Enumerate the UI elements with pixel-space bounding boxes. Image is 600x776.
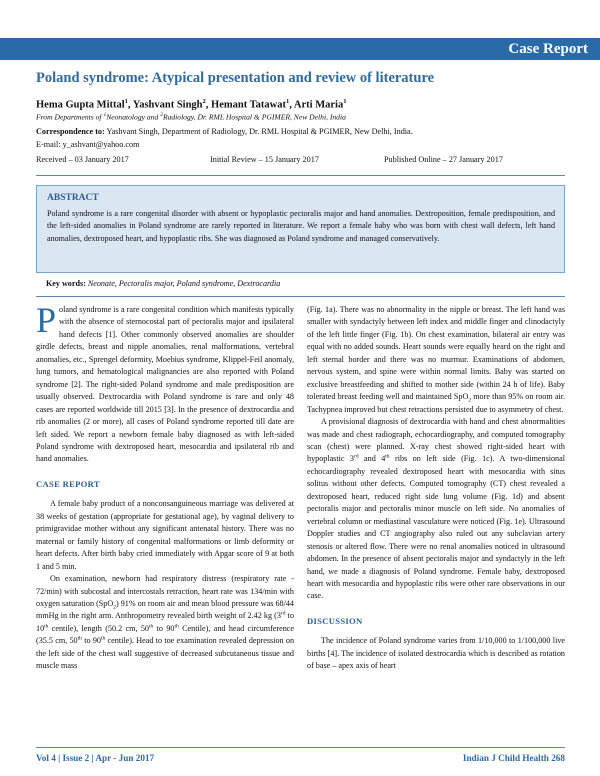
- author-affil-mark: 1: [124, 98, 128, 105]
- text-run: ribs on left side (Fig. 1c). A two-dimensional echocardiography revealed dextroposed heart with mesocardia with situs solitus without other defects. Computed tomography (CT) chest revealed a dextroposed heart, reduced right side lung volume (Fig. 1d) and absent pectoralis major and pectoralis minor muscle on left side. No anomalies of vertebral column or mediastinal vasculature were noticed (Fig. 1e). Ultrasound Doppler studies and CT angiography also ruled out any subclavian artery stenosis or altered flow. There were no renal anomalies noticed in ultrasound abdomen. In the presence of absent pectoralis major and syndactyly in the left hand, we made a diagnosis of Poland syndrome. Female baby, dextroposed heart with mesocardia and hypoplastic ribs were other rare observations in our case.: [307, 454, 565, 601]
- subscript: 2: [468, 397, 472, 404]
- case-paragraph-1: A female baby product of a nonconsanguineous marriage was delivered at 38 weeks of gestation (appropriate for gestational age), by vaginal delivery to primigravidae mother without any significant antenatal history. There was no maternal or family history of congenital malformations or limb deformity or heart defects. After birth baby cried immediately with Apgar score of 9 at both 1 and 5 min.: [36, 499, 294, 571]
- article-title: Poland syndrome: Atypical presentation and review of literature: [36, 70, 435, 86]
- author-name: Yashvant Singh: [132, 99, 203, 111]
- text-run: Centile), and head circumference (35.5 cm, 50: [36, 623, 294, 646]
- correspondence-text: Yashvant Singh, Department of Radiology, Dr. RML Hospital & PGIMER, New Delhi, India.: [104, 127, 413, 136]
- superscript: th: [385, 453, 390, 460]
- author-affil-mark: 1: [286, 98, 290, 105]
- text-run: On examination, newborn had respiratory distress (respiratory rate - 72/min) with subcostal and intercostals retraction, heart rate was 134/min with oxygen saturation (SpO: [36, 574, 294, 608]
- case-paragraph-4: [307, 416, 565, 603]
- abstract-text: Poland syndrome is a rare congenital disorder with absent or hypoplastic pectoralis major and hand anomalies. Dextroposition, female predisposition, and the left-sided anomalies in Poland syndrome are rarely reported in literature. We report a female baby who was born with chest wall defects, left hand anomalies, dextroposed heart, and hypoplastic ribs. She was diagnosed as Poland syndrome and managed conservatively.: [47, 209, 555, 243]
- text-run: to 90: [81, 636, 101, 646]
- superscript: rd: [280, 610, 286, 617]
- text-run: centile), length (50.2 cm, 50: [48, 623, 149, 633]
- case-paragraph-2: [36, 573, 294, 673]
- affiliation-dept: Neonatology and: [106, 112, 161, 122]
- text-run: to 10: [36, 611, 295, 633]
- abstract-box: [36, 185, 565, 273]
- text-run: A provisional diagnosis of dextrocardia with hand and chest abnormalities was made and chest radiograph, echocardiography, and computed tomography scan (chest) were planned. X-ray chest showed right-sided heart with hypoplastic 3: [307, 417, 565, 464]
- author-affil-mark: 1: [343, 98, 347, 105]
- right-column: [307, 304, 565, 673]
- superscript: th: [44, 623, 49, 630]
- affiliation-prefix: From Departments of: [36, 112, 104, 122]
- text-run: centile). Head to toe examination revealed depression on the left side of the chest wall suggestive of decreased subcutaneous tissue and muscle mass: [36, 636, 295, 671]
- author-name: Hema Gupta Mittal: [36, 99, 125, 111]
- abstract-heading: ABSTRACT: [47, 193, 99, 203]
- discussion-paragraph-1: The incidence of Poland syndrome varies from 1/10,000 to 1/100,000 live births [4]. The incidence of isolated dextrocardia which is described as rotation of base – apex axis of heart: [307, 636, 565, 671]
- discussion-heading: DISCUSSION: [307, 615, 363, 626]
- correspondence-line: [36, 127, 413, 136]
- affiliation-mark: 2: [160, 112, 163, 118]
- keywords-text: Neonate, Pectoralis major, Poland syndrome, Dextrocardia: [87, 279, 281, 288]
- affiliation-line: [36, 112, 346, 122]
- journal-page: Indian J Child Health 268: [462, 753, 565, 763]
- superscript: th: [174, 623, 179, 630]
- affiliation-mark: 1: [103, 112, 107, 118]
- text-run: and 4: [358, 454, 386, 464]
- case-report-heading: CASE REPORT: [36, 478, 100, 489]
- superscript: th: [77, 635, 82, 642]
- divider: [36, 747, 565, 748]
- divider: [36, 175, 565, 176]
- text-run: to 90: [153, 623, 175, 633]
- author-list: Hema Gupta Mittal$^1$, Yashvant Singh$^2$, Hemant Tatawat$^1$, Arti Maria$^1$: [36, 98, 347, 111]
- author-name: Arti Maria: [293, 99, 344, 111]
- superscript: th: [149, 623, 154, 630]
- issue-info: Vol 4 | Issue 2 | Apr - Jun 2017: [36, 753, 155, 763]
- correspondence-label: Correspondence to:: [36, 127, 105, 136]
- author-name: Hemant Tatawat: [211, 99, 286, 111]
- keywords-line: [46, 279, 280, 288]
- email-line: E-mail: y_ashvant@yahoo.com: [36, 140, 140, 149]
- article-type-label: Case Report: [508, 41, 588, 57]
- superscript: rd: [353, 453, 359, 460]
- intro-text: oland syndrome is a rare congenital condition which manifests typically with the absence of sternocostal part of pectoralis major and ipsilateral hand defects [1]. Other commonly observed anomalies are shoulder girdle defects, breast and nipple anomalies, renal malformations, vertebral anomalies, etc., Sprengel deformity, Moebius syndrome, Klippel-Feil anomaly, lung tumors, and hematological malignancies are also reported with Poland syndrome [2]. The right-sided Poland syndrome and male predisposition are usually observed. Dextrocardia with Poland syndrome is rare and only 48 cases are reported worldwide till 2015 [3]. In the presence of dextrocardia and rib anomalies (2 or more), all cases of Poland syndrome reported till date are left sided. We report a newborn female baby diagnosed as with left-sided Poland syndrome with dextroposed heart, mesocardia and ipsilateral rib and hand anomalies.: [36, 305, 294, 464]
- header-band: [0, 38, 600, 60]
- drop-cap: P: [36, 300, 57, 340]
- case-paragraph-3: [307, 304, 565, 416]
- received-date: Received – 03 January 2017: [36, 155, 129, 164]
- text-run: (Fig. 1a). There was no abnormality in the nipple or breast. The left hand was smaller with syndactyly between left index and middle finger and clinodactyly of the left little finger (Fig. 1b). On chest examination, bilateral air entry was equal with no added sounds. Heart sounds were equally heard on the right and left sternal border and there was no murmur. Examinations of abdomen, nervous system, and spine were within normal limits. Baby was started on exclusive breastfeeding and shifted to mother side (within 24 h of life). Baby tolerated breast feeding well and maintained SpO: [307, 305, 565, 402]
- subscript: 2: [113, 604, 116, 611]
- left-column: [36, 300, 295, 673]
- text-run: more than 95% on room air. Tachypnea improved but chest retractions persisted due to asymmetry of chest.: [307, 392, 565, 414]
- intro-paragraph: [36, 300, 294, 466]
- superscript: th: [100, 635, 106, 642]
- keywords-label: Key words:: [46, 279, 86, 288]
- divider: [36, 296, 565, 297]
- author-affil-mark: 2: [202, 98, 206, 105]
- review-date: Initial Review – 15 January 2017: [210, 155, 319, 164]
- online-date: Published Online – 27 January 2017: [384, 155, 503, 164]
- text-run: ) 91% on room air and mean blood pressure was 68/44 mmHg in the right arm. Anthropometry revealed birth weight of 2.42 kg (3: [36, 598, 294, 621]
- affiliation-dept: Radiology, Dr. RML Hospital & PGIMER, New Delhi, India: [162, 112, 346, 122]
